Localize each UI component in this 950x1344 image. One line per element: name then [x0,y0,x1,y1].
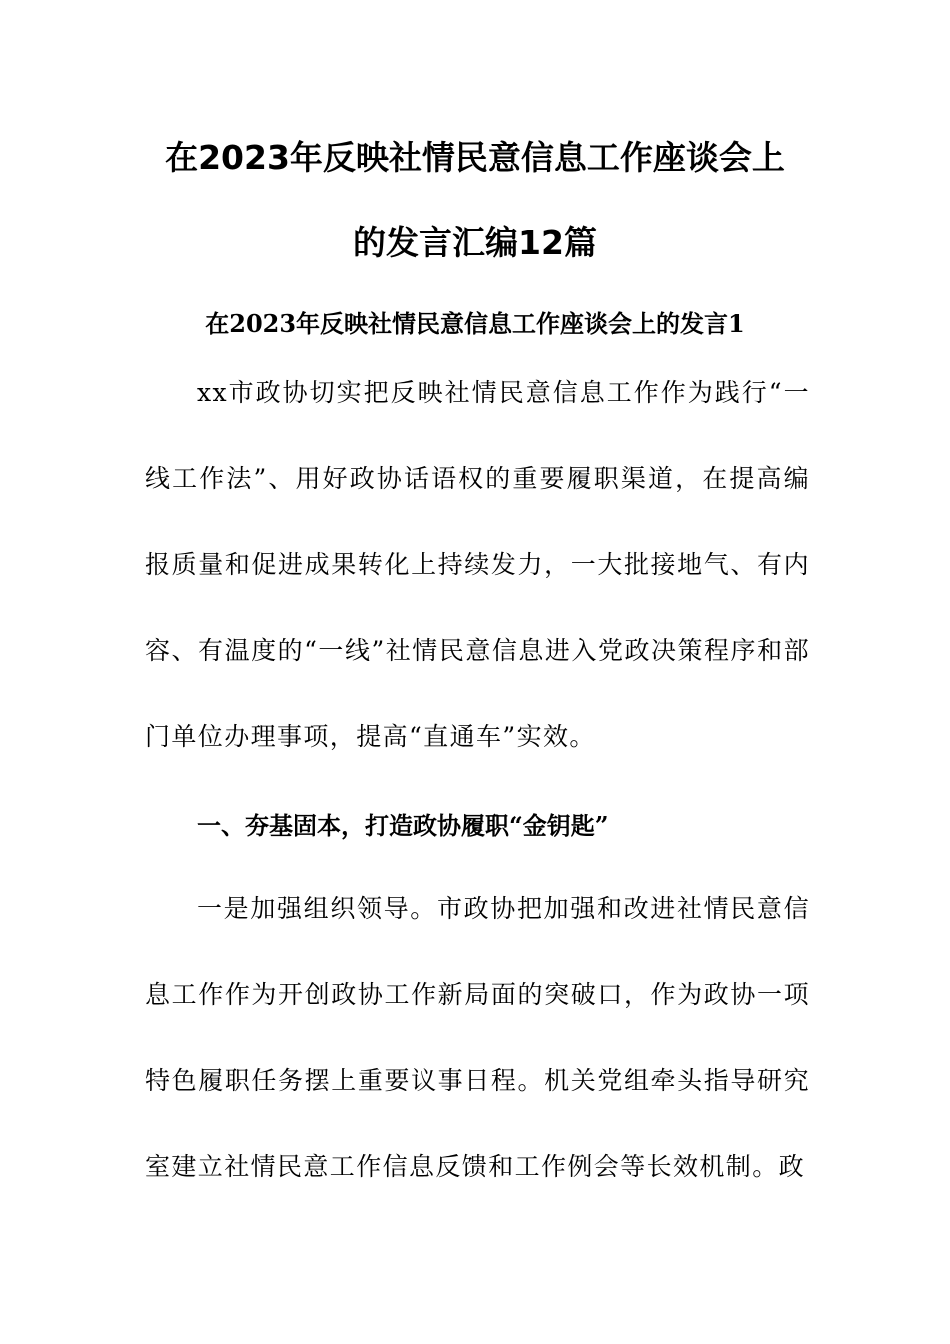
section-heading-1: 一、夯基固本，打造政协履职“金钥匙” [197,811,609,840]
speech-subtitle: 在2023年反映社情民意信息工作座谈会上的发言1 [205,309,745,338]
body-paragraph-1: xx市政协切实把反映社情民意信息工作作为践行“一线工作法”、用好政协话语权的重要履职渠道，在提高编报质量和促进成果转化上持续发力，一大批接地气、有内容、有温度的“一线”社情民意信息进入党政决策程序和部门单位办理事项，提高“直通车”实效。 [145,378,810,751]
document-title-line-2: 的发言汇编12篇 [353,223,597,262]
body-paragraph-2: 一是加强组织领导。市政协把加强和改进社情民意信息工作作为开创政协工作新局面的突破口，作为政协一项特色履职任务摆上重要议事日程。机关党组牵头指导研究室建立社情民意工作信息反馈和工作例会等长效机制。政 [145,894,810,1181]
document-title-line-1: 在2023年反映社情民意信息工作座谈会上 [165,138,785,177]
